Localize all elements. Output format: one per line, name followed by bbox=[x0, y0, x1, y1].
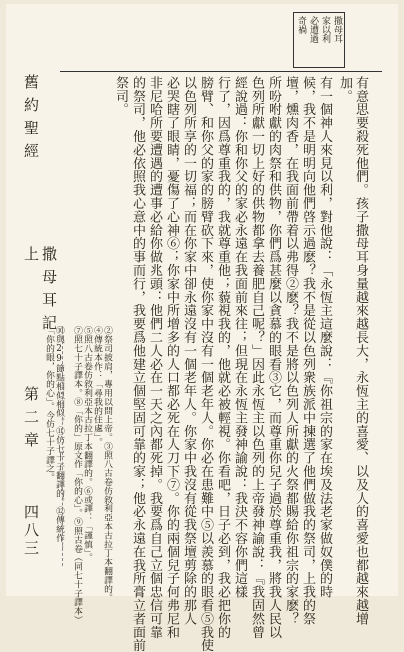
inset-box bbox=[293, 12, 345, 68]
body-line: 有一個神人來見以利，對他說：「永恆主這麼說：『你祖宗的家在埃及法老家做奴僕的時 bbox=[317, 76, 332, 599]
body-line: 行了，因爲尊重我的，我就尊重他；藐視我的，他就必被輕視。你看吧，日子必到，我必把你的 bbox=[215, 76, 230, 639]
body-line: 壇，燻肉香，在我面前帶着以弗得②麽？我不是將以色列人所獻的火祭都賜給你祖宗的家麽？ bbox=[283, 76, 298, 626]
body-line: 候，我不是明明向他們啓示過麽？我不是從以色列衆族派中揀選了他們做我的祭司，上我的祭 bbox=[300, 76, 315, 626]
footnote-line: ⑩與29節點相似相似。⑪仿七十子翻譯的。⑫傳統作： bbox=[54, 326, 64, 551]
body-line: 經說過：你和你父的家必永遠在我面前來往；但現在永恆主發神諭說：我決不容你們這樣 bbox=[232, 76, 247, 599]
header-rule bbox=[60, 71, 382, 72]
footnote-line: ②祭司披肩，專用以問上帝。③照八古卷仿敘利亞本古拉丁本翻譯的。 bbox=[102, 326, 112, 602]
footnote-line: 「你的眼，你的心」。今仿七十子譯之。 bbox=[44, 326, 54, 482]
inset-line: 奇禍 bbox=[296, 16, 306, 34]
book-title: 舊約聖經 bbox=[22, 74, 40, 166]
footnote-divider bbox=[62, 326, 63, 566]
footnote-line: ⑦照七十子譯本。⑧「你的」原文作「你的心」。⑨照古卷（同七十子譯本） bbox=[72, 326, 82, 625]
body-line: 色列所獻一切上好的供物都拿去養肥自己呢？」因此永恆主以色列的上帝發神諭說：『我固然曾 bbox=[249, 76, 264, 639]
chapter-title: 第二章 bbox=[22, 386, 40, 455]
footnote-line: ④傳統本作：「尋我的住處」。 bbox=[92, 326, 102, 447]
body-line: 所吩咐獻的肉祭和供物，你們爲甚麼以貪慕的眼看③它，而尊重你兒子過於尊重我，將我人民以 bbox=[266, 76, 281, 639]
body-line: 非尼哈所要遭遇的遭事必給你做兆頭：他們二人必在一天之內都死掉。我要爲自己立個忠信可靠 bbox=[147, 76, 162, 639]
page-number: 四八三 bbox=[22, 504, 40, 558]
body-line: 有意思要殺死他們。孩子撒母耳身量越來越長大，永恆主的喜愛、以及人的喜愛也都越來越增 bbox=[353, 76, 368, 626]
body-line: 的祭司，他必依照我心意中的事而行，我要爲他建立個堅固可靠的家；他必永遠在我所膏立者面前 bbox=[130, 76, 145, 652]
body-line: 必哭瞎了眼睛，憂傷了心神⑥；你家中所增多的人口都必死在人刀下⑦。你的兩個兒子何弗尼和 bbox=[164, 76, 179, 639]
book-page bbox=[6, 4, 398, 652]
body-line: 祭司。 bbox=[113, 76, 128, 117]
section-title: 撒母耳記上 bbox=[22, 246, 58, 338]
body-line: 膀臂、和你父的家的膀臂砍下來，使你家中沒有一個老年人。你必在患難中⑤以羨慕的眼看⑤我使 bbox=[198, 76, 213, 652]
inset-line: 撒母耳 bbox=[332, 16, 342, 43]
body-line: 加。 bbox=[337, 76, 352, 103]
inset-line: 必遭過 bbox=[308, 16, 318, 43]
body-line: 以色列所享的一切福；而在你家中卻永遠沒有一個老年人。你家中我沒有從我祭壇剪除的那人 bbox=[181, 76, 196, 626]
inset-line: 家以利 bbox=[320, 16, 330, 43]
footnote-line: ⑤照八古卷仿敘利亞本古拉丁本翻譯的。⑥或譯：「謹慎」。 bbox=[82, 326, 92, 562]
